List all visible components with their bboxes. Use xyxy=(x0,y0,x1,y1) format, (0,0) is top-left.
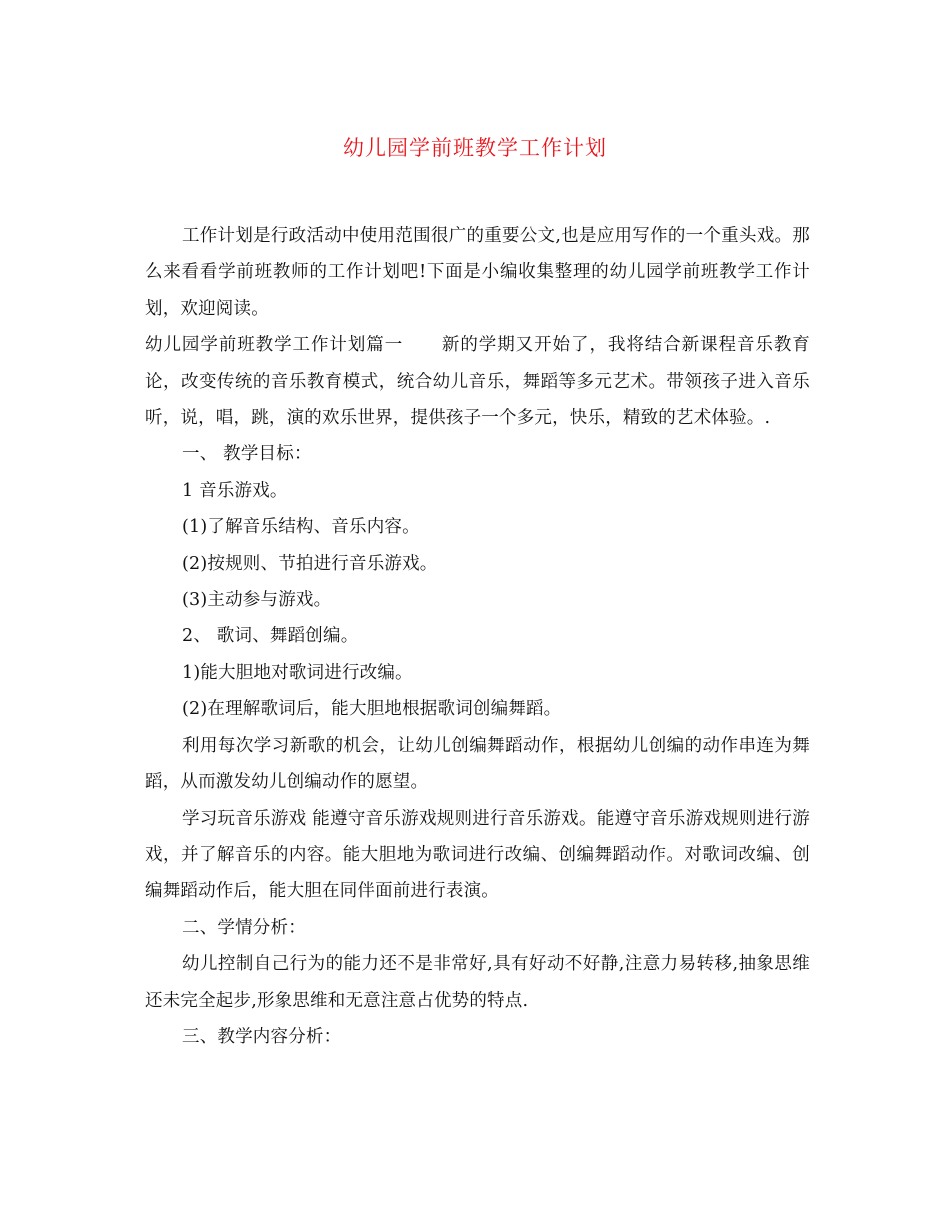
music-game-paragraph: 学习玩音乐游戏 能遵守音乐游戏规则进行音乐游戏。能遵守音乐游戏规则进行游戏，并了解音乐的内容。能大胆地为歌词进行改编、创编舞蹈动作。对歌词改编、创编舞蹈动作后，能大胆在同伴面前进行表演。 xyxy=(145,808,810,902)
goal-1-item-a: (1)了解音乐结构、音乐内容。 xyxy=(182,517,420,538)
goal-2-heading: 2、 歌词、舞蹈创编。 xyxy=(182,626,359,647)
document-title: 幼儿园学前班教学工作计划 xyxy=(343,136,607,160)
goal-1-item-b: (2)按规则、节拍进行音乐游戏。 xyxy=(182,553,438,574)
document-body xyxy=(145,218,810,1055)
intro-paragraph: 工作计划是行政活动中使用范围很广的重要公文,也是应用写作的一个重头戏。那么来看看学前班教师的工作计划吧!下面是小编收集整理的幼儿园学前班教学工作计划，欢迎阅读。 xyxy=(145,226,810,319)
section-opening-paragraph xyxy=(145,327,810,436)
goal-1-item-c: (3)主动参与游戏。 xyxy=(182,590,332,611)
goal-2-item-a: 1)能大胆地对歌词进行改编。 xyxy=(182,662,413,683)
analysis-paragraph: 幼儿控制自己行为的能力还不是非常好,具有好动不好静,注意力易转移,抽象思维还未完全起步,形象思维和无意注意占优势的特点. xyxy=(145,954,810,1011)
section-heading: 幼儿园学前班教学工作计划篇一 xyxy=(145,335,404,356)
content-analysis-heading: 三、教学内容分析： xyxy=(182,1026,342,1047)
goal-2-item-b: (2)在理解歌词后，能大胆地根据歌词创编舞蹈。 xyxy=(182,699,562,720)
choreography-paragraph: 利用每次学习新歌的机会，让幼儿创编舞蹈动作，根据幼儿创编的动作串连为舞蹈，从而激发幼儿创编动作的愿望。 xyxy=(145,735,810,793)
section-opening-text: 新的学期又开始了，我将结合新课程音乐教育论，改变传统的音乐教育模式，统合幼儿音乐，舞蹈等多元艺术。带领孩子进入音乐听，说，唱，跳，演的欢乐世界，提供孩子一个多元，快乐，精致的艺术体验。. xyxy=(145,335,810,429)
goals-heading: 一、 教学目标： xyxy=(182,444,312,465)
analysis-heading: 二、学情分析： xyxy=(182,917,306,938)
goal-1-heading: 1 音乐游戏。 xyxy=(182,480,288,501)
